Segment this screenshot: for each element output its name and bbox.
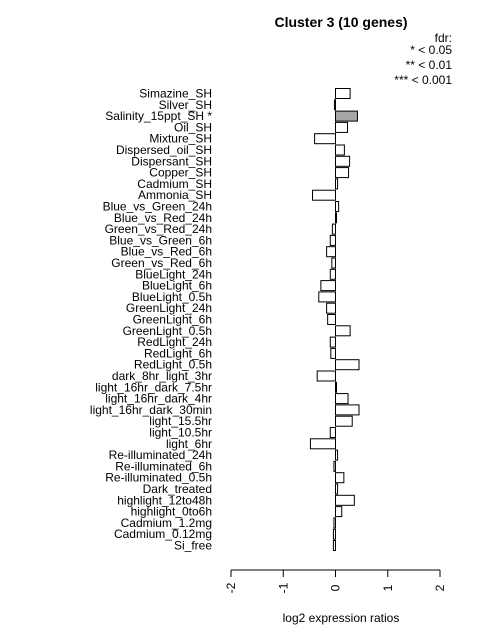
category-label-1: Silver_SH <box>158 97 212 112</box>
bar-22 <box>330 337 335 347</box>
bar-26 <box>336 382 337 392</box>
bar-16 <box>330 269 335 279</box>
bar-39 <box>333 529 335 539</box>
bar-5 <box>336 145 345 155</box>
category-label-25: dark_8hr_light_3hr <box>111 369 212 383</box>
bar-10 <box>336 202 339 212</box>
bar-25 <box>317 371 335 381</box>
bar-20 <box>328 315 336 325</box>
legend-title: fdr: <box>434 31 452 45</box>
bar-18 <box>319 292 336 302</box>
bar-28 <box>336 405 360 415</box>
category-label-36: highlight_12to48h <box>117 493 212 508</box>
category-label-27: light_16hr_dark_4hr <box>105 391 212 406</box>
category-label-35: Dark_treated <box>142 482 212 496</box>
bar-17 <box>321 281 336 291</box>
category-label-39: Cadmium_0.12mg <box>113 527 212 542</box>
category-label-34: Re-illuminated_0.5h <box>105 470 212 485</box>
category-label-28: light_16hr_dark_30min <box>89 402 212 417</box>
category-label-40: Si_free <box>173 538 212 553</box>
category-label-19: GreenLight_24h <box>125 301 212 316</box>
bar-14 <box>327 247 336 257</box>
bar-21 <box>336 326 351 336</box>
category-label-20: GreenLight_6h <box>132 312 212 327</box>
bar-31 <box>310 439 335 449</box>
category-label-12: Green_vs_Red_24h <box>104 222 212 237</box>
category-label-37: highlight_0to6h <box>130 504 212 519</box>
bar-32 <box>336 450 338 460</box>
category-label-38: Cadmium_1.2mg <box>120 515 212 530</box>
category-label-22: RedLight_24h <box>137 335 212 350</box>
legend-entry-1: * < 0.05 <box>410 43 452 57</box>
category-label-11: Blue_vs_Red_24h <box>113 210 212 225</box>
bar-2 <box>336 111 358 121</box>
category-label-2: Salinity_15ppt_SH * <box>105 109 212 124</box>
bar-15 <box>332 258 336 268</box>
bar-13 <box>330 235 335 245</box>
x-tick-label-3: 1 <box>380 584 395 592</box>
category-label-33: Re-illuminated_6h <box>115 459 212 474</box>
bar-33 <box>334 461 336 471</box>
category-label-23: RedLight_6h <box>143 346 212 361</box>
bar-40 <box>333 541 335 551</box>
x-tick-label-2: 0 <box>328 584 343 592</box>
bar-37 <box>336 507 342 517</box>
bar-0 <box>336 89 351 99</box>
category-label-13: Blue_vs_Green_6h <box>109 233 212 248</box>
category-label-21: GreenLight_0.5h <box>122 323 212 338</box>
bar-9 <box>313 190 336 200</box>
category-label-15: Green_vs_Red_6h <box>111 256 212 270</box>
bar-24 <box>336 360 360 370</box>
category-label-24: RedLight_0.5h <box>133 357 212 372</box>
bars-group <box>310 89 359 551</box>
bar-27 <box>336 394 349 404</box>
category-labels <box>90 87 212 553</box>
category-label-4: Mixture_SH <box>149 131 212 146</box>
bar-12 <box>332 224 335 234</box>
bar-30 <box>330 428 335 438</box>
category-label-8: Cadmium_SH <box>137 176 212 191</box>
category-label-0: Simazine_SH <box>139 86 212 101</box>
bar-8 <box>336 179 338 189</box>
chart-title: Cluster 3 (10 genes) <box>274 14 408 30</box>
legend-entry-2: ** < 0.01 <box>405 58 452 72</box>
category-label-17: BlueLight_6h <box>141 278 212 293</box>
legend-entry-3: *** < 0.001 <box>394 73 452 87</box>
category-label-32: Re-illuminated_24h <box>108 448 212 463</box>
bar-3 <box>336 122 348 132</box>
category-label-31: light_6hr <box>165 436 212 451</box>
bar-1 <box>334 100 335 110</box>
category-label-9: Ammonia_SH <box>137 188 212 203</box>
category-label-5: Dispersed_oil_SH <box>115 143 212 157</box>
bar-19 <box>327 303 336 313</box>
category-label-6: Dispersant_SH <box>131 154 212 169</box>
category-label-26: light_16hr_dark_7.5hr <box>95 380 212 395</box>
bar-6 <box>336 156 350 166</box>
category-label-18: BlueLight_0.5h <box>131 289 212 304</box>
bar-23 <box>331 348 336 358</box>
bar-7 <box>336 168 349 178</box>
category-label-30: light_10.5hr <box>149 425 212 440</box>
category-label-16: BlueLight_24h <box>135 267 212 282</box>
bar-34 <box>336 473 344 483</box>
x-axis-label: log2 expression ratios <box>282 611 400 625</box>
bar-38 <box>334 518 336 528</box>
category-label-14: Blue_vs_Red_6h <box>120 244 212 259</box>
category-label-29: light_15.5hr <box>149 414 212 429</box>
bar-35 <box>336 484 338 494</box>
bar-36 <box>336 495 355 505</box>
category-label-10: Blue_vs_Green_24h <box>102 199 212 214</box>
category-label-7: Copper_SH <box>149 165 212 180</box>
bar-4 <box>315 134 336 144</box>
bar-11 <box>336 213 337 223</box>
bar-29 <box>336 416 353 426</box>
category-label-3: Oil_SH <box>173 120 212 135</box>
x-axis <box>224 570 447 593</box>
x-tick-label-4: 2 <box>433 584 447 592</box>
x-tick-label-0: -2 <box>224 582 238 594</box>
x-tick-label-1: -1 <box>276 582 291 594</box>
fdr-legend <box>394 31 452 87</box>
